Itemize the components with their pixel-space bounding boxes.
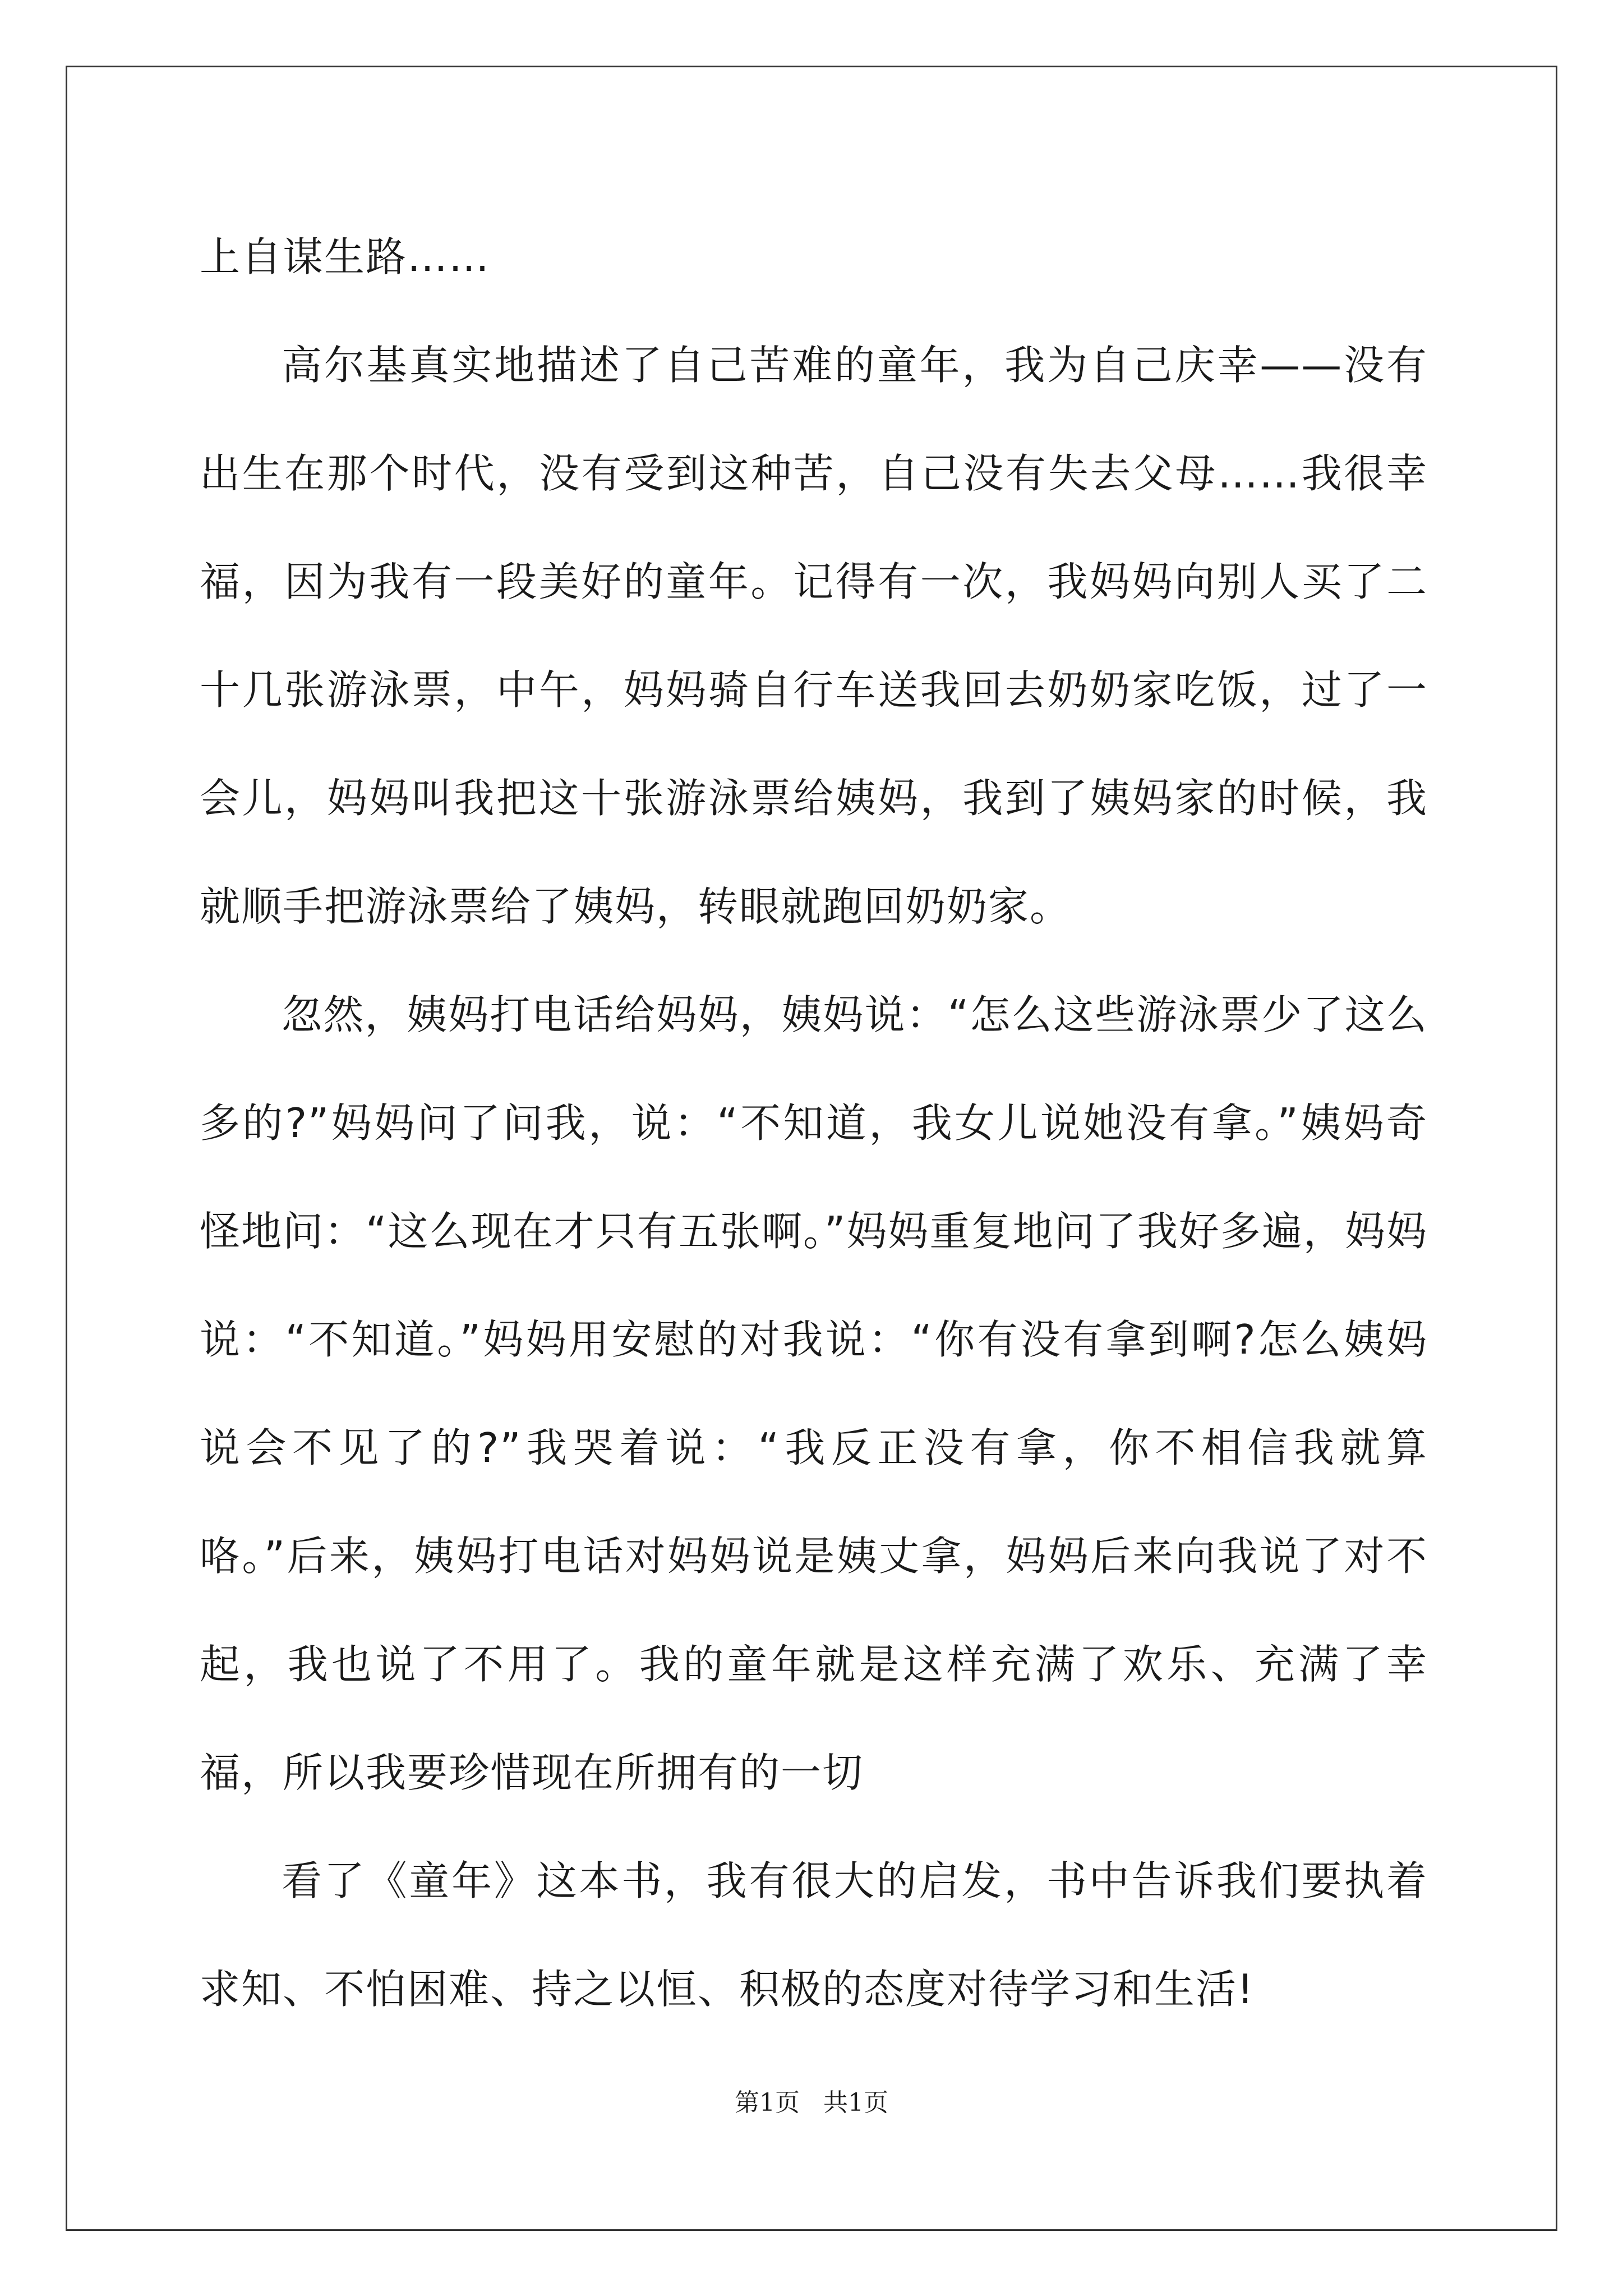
paragraph-continuation: 上自谋生路……	[200, 233, 491, 280]
page-number-footer: 第1页 共1页	[735, 2088, 888, 2117]
paragraph-phone-call: 忽然，姨妈打电话给妈妈，姨妈说：“怎么这些游泳票少了这么多的?”妈妈问了问我，说：“不知道，我女儿说她没有拿。”姨妈奇怪地问：“这么现在才只有五张啊。”妈妈重复地问了我好多遍，妈妈说：“不知道。”妈妈用安慰的对我说：“你有没有拿到啊?怎么姨妈说会不见了的?”我哭着说：“我反正没有拿，你不相信我就算咯。”后来，姨妈打电话对妈妈说是姨丈拿，妈妈后来向我说了对不起，我也说了不用了。我的童年就是这样充满了欢乐、充满了幸福，所以我要珍惜现在所拥有的一切	[200, 991, 1428, 1796]
paragraph-gorky-childhood: 高尔基真实地描述了自己苦难的童年，我为自己庆幸——没有出生在那个时代，没有受到这种苦，自己没有失去父母……我很幸福，因为我有一段美好的童年。记得有一次，我妈妈向别人买了二十几张游泳票，中午，妈妈骑自行车送我回去奶奶家吃饭，过了一会儿，妈妈叫我把这十张游泳票给姨妈，我到了姨妈家的时候，我就顺手把游泳票给了姨妈，转眼就跑回奶奶家。	[200, 342, 1428, 930]
document-body	[200, 203, 1428, 2044]
paragraph-conclusion: 看了《童年》这本书，我有很大的启发，书中告诉我们要执着求知、不怕困难、持之以恒、积极的态度对待学习和生活!	[200, 1857, 1428, 2013]
